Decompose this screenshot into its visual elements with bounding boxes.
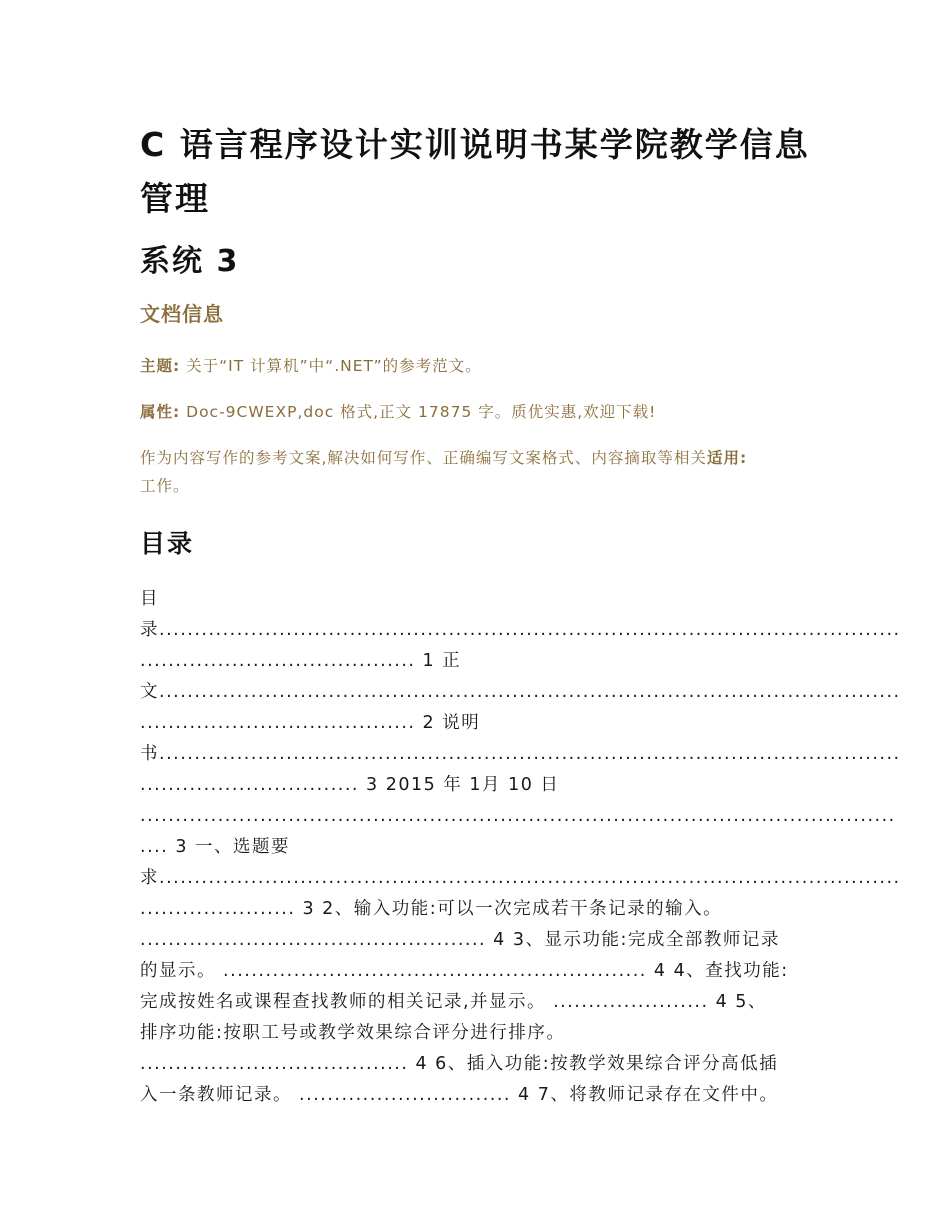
attribute-line: [140, 398, 812, 426]
usage-line: [140, 444, 812, 500]
toc-line: ................................................. 4 3、显示功能:完成全部教师记录: [140, 930, 780, 950]
toc-line: ............................... 3 2015 年 1月 10 日: [140, 775, 560, 795]
info-heading: 文档信息: [140, 302, 224, 326]
toc-line: 排序功能:按职工号或教学效果综合评分进行排序。: [140, 1023, 566, 1043]
toc-line: 录.........................................................................................................: [140, 620, 901, 640]
toc-line: 目: [140, 589, 159, 609]
toc-line: 入一条教师记录。 .............................. 4 7、将教师记录存在文件中。: [140, 1085, 779, 1105]
document-title-continued: 系统 3: [140, 244, 240, 279]
document-page: [140, 118, 901, 1111]
topic-value: 关于“IT 计算机”中“.NET”的参考范文。: [186, 357, 482, 375]
toc-line: 书.........................................................................................................: [140, 744, 901, 764]
toc-line: 完成按姓名或课程查找教师的相关记录,并显示。 ...................... 4 5、: [140, 992, 767, 1012]
usage-label: 适用:: [706, 449, 748, 467]
document-title: C 语言程序设计实训说明书某学院教学信息管理: [140, 125, 810, 218]
topic-label: 主题:: [140, 357, 181, 375]
toc-line: 的显示。 ............................................................ 4 4、查找功能:: [140, 961, 789, 981]
topic-line: [140, 352, 812, 380]
toc-line: ...................... 3 2、输入功能:可以一次完成若干条记录的输入。: [140, 899, 723, 919]
toc-line: .... 3 一、选题要: [140, 837, 291, 857]
toc-line: ....................................... 1 正: [140, 651, 462, 671]
toc-line: 求.........................................................................................................: [140, 868, 901, 888]
toc-line: ...........................................................................................................: [140, 806, 896, 826]
toc-line: ....................................... 2 说明: [140, 713, 481, 733]
toc-body: [140, 584, 901, 1111]
usage-tail: 工作。: [140, 477, 190, 495]
attribute-label: 属性:: [140, 403, 181, 421]
usage-text: 作为内容写作的参考文案,解决如何写作、正确编写文案格式、内容摘取等相关: [140, 449, 707, 467]
toc-line: 文.........................................................................................................: [140, 682, 901, 702]
toc-heading: 目录: [140, 529, 195, 558]
toc-line: ...................................... 4 6、插入功能:按教学效果综合评分高低插: [140, 1054, 779, 1074]
attribute-value: Doc-9CWEXP,doc 格式,正文 17875 字。质优实惠,欢迎下载!: [186, 403, 657, 421]
